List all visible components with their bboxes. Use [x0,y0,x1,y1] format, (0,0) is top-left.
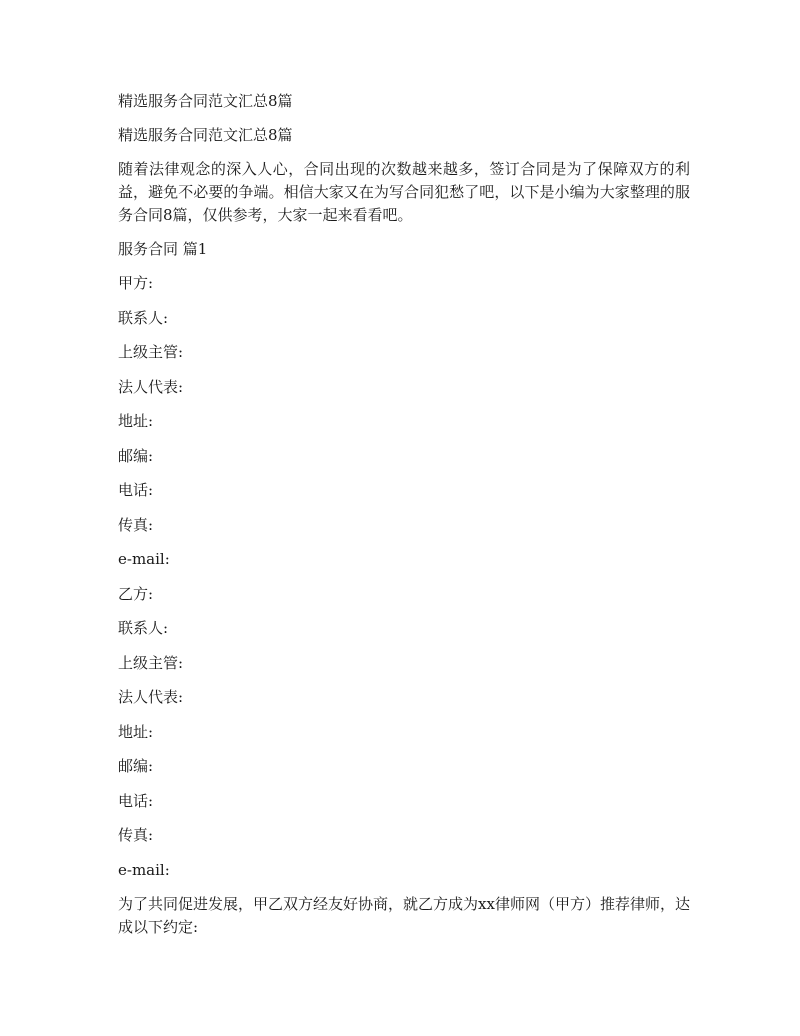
party-b-email-label: e-mail: [118,860,170,879]
party-b-postcode-label: 邮编: [118,757,154,775]
party-a-postcode-label: 邮编: [118,446,154,465]
document-subtitle: 精选服务合同范文汇总8篇 [118,126,293,144]
party-b-phone-label: 电话: [118,791,154,810]
document-title: 精选服务合同范文汇总8篇 [118,92,293,110]
party-a-contact-label: 联系人: [118,308,169,327]
party-a-address-label: 地址: [118,412,154,430]
intro-paragraph: 随着法律观念的深入人心，合同出现的次数越来越多，签订合同是为了保障双方的利益，避免不必要的争端。相信大家又在为写合同犯愁了吧，以下是小编为大家整理的服务合同8篇，仅供参考，大家一起来看看吧。 [118,160,690,224]
party-b-address-label: 地址: [118,722,154,741]
party-b-legal-rep-label: 法人代表: [118,688,184,706]
agreement-intro-paragraph: 为了共同促进发展，甲乙双方经友好协商，就乙方成为xx律师网（甲方）推荐律师，达成以下约定: [118,895,690,936]
document-body [118,90,690,950]
party-a-label: 甲方: [118,274,154,292]
party-b-supervisor-label: 上级主管: [118,653,184,672]
section-heading: 服务合同 篇1 [118,240,208,258]
party-a-email-label: e-mail: [118,550,170,568]
party-a-supervisor-label: 上级主管: [118,343,184,361]
party-b-fax-label: 传真: [118,826,154,844]
party-a-legal-rep-label: 法人代表: [118,377,184,396]
party-a-fax-label: 传真: [118,515,154,534]
party-b-contact-label: 联系人: [118,619,169,637]
party-b-label: 乙方: [118,584,154,603]
party-a-phone-label: 电话: [118,481,154,499]
